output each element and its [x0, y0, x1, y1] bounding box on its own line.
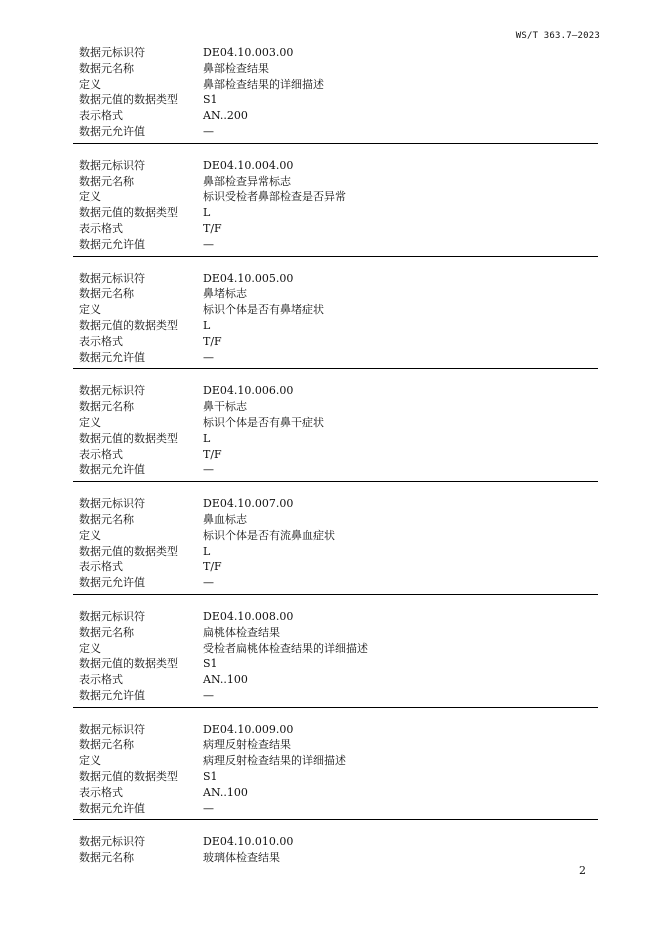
data-type-row [79, 656, 598, 672]
data-type-label: 数据元值的数据类型 [79, 544, 178, 558]
name-label: 数据元名称 [79, 625, 134, 639]
data-type-label: 数据元值的数据类型 [79, 770, 178, 784]
identifier-label: 数据元标识符 [79, 46, 145, 59]
definition-label: 定义 [79, 77, 101, 91]
identifier-row [79, 158, 598, 174]
data-element-list [73, 45, 598, 883]
definition-row [79, 528, 598, 544]
definition-value: 受检者扁桃体检查结果的详细描述 [203, 641, 368, 655]
name-row [79, 61, 598, 77]
data-type-value: S1 [203, 770, 218, 784]
format-row [79, 785, 598, 801]
data-type-label: 数据元值的数据类型 [79, 206, 178, 220]
identifier-value: DE04.10.010.00 [203, 835, 294, 849]
definition-row [79, 189, 598, 205]
allowed-values-label: 数据元允许值 [79, 124, 145, 138]
allowed-values-row [79, 462, 598, 478]
definition-row [79, 753, 598, 769]
allowed-values-value: — [203, 688, 214, 702]
format-row [79, 447, 598, 463]
format-row [79, 334, 598, 350]
page-number: 2 [579, 864, 586, 877]
allowed-values-label: 数据元允许值 [79, 463, 145, 477]
definition-row [79, 77, 598, 93]
name-row [79, 850, 598, 866]
identifier-row [79, 722, 598, 738]
data-type-row [79, 431, 598, 447]
name-label: 数据元名称 [79, 61, 134, 75]
definition-value: 标识受检者鼻部检查是否异常 [203, 190, 346, 204]
format-label: 表示格式 [79, 785, 123, 799]
name-label: 数据元名称 [79, 851, 134, 865]
identifier-value: DE04.10.005.00 [203, 271, 294, 285]
name-value: 玻璃体检查结果 [203, 851, 280, 865]
data-element-entry [73, 609, 598, 708]
data-element-entry [73, 383, 598, 482]
data-element-entry [73, 722, 598, 821]
format-row [79, 559, 598, 575]
definition-row [79, 302, 598, 318]
identifier-value: DE04.10.003.00 [203, 46, 294, 59]
name-value: 鼻部检查结果 [203, 61, 269, 75]
format-value: T/F [203, 334, 222, 348]
format-row [79, 221, 598, 237]
name-value: 扁桃体检查结果 [203, 625, 280, 639]
identifier-row [79, 271, 598, 287]
allowed-values-label: 数据元允许值 [79, 801, 145, 815]
allowed-values-row [79, 688, 598, 704]
identifier-value: DE04.10.006.00 [203, 384, 294, 398]
format-row [79, 672, 598, 688]
allowed-values-row [79, 124, 598, 140]
name-row [79, 512, 598, 528]
identifier-label: 数据元标识符 [79, 384, 145, 398]
allowed-values-row [79, 237, 598, 253]
name-label: 数据元名称 [79, 512, 134, 526]
identifier-label: 数据元标识符 [79, 835, 145, 849]
allowed-values-value: — [203, 463, 214, 477]
format-row [79, 108, 598, 124]
definition-label: 定义 [79, 303, 101, 317]
allowed-values-label: 数据元允许值 [79, 350, 145, 364]
definition-value: 病理反射检查结果的详细描述 [203, 754, 346, 768]
identifier-row [79, 496, 598, 512]
format-label: 表示格式 [79, 109, 123, 123]
data-element-entry [73, 271, 598, 370]
identifier-value: DE04.10.004.00 [203, 158, 294, 172]
standard-code-header: WS/T 363.7—2023 [515, 31, 600, 41]
name-value: 鼻堵标志 [203, 287, 247, 301]
name-row [79, 286, 598, 302]
data-type-value: S1 [203, 657, 218, 671]
data-type-label: 数据元值的数据类型 [79, 431, 178, 445]
definition-value: 标识个体是否有鼻干症状 [203, 415, 324, 429]
format-label: 表示格式 [79, 673, 123, 687]
allowed-values-value: — [203, 237, 214, 251]
identifier-label: 数据元标识符 [79, 609, 145, 623]
allowed-values-label: 数据元允许值 [79, 576, 145, 590]
definition-label: 定义 [79, 641, 101, 655]
name-label: 数据元名称 [79, 287, 134, 301]
identifier-label: 数据元标识符 [79, 158, 145, 172]
format-label: 表示格式 [79, 447, 123, 461]
data-element-entry [73, 45, 598, 144]
identifier-label: 数据元标识符 [79, 271, 145, 285]
allowed-values-label: 数据元允许值 [79, 237, 145, 251]
data-type-value: L [203, 206, 211, 220]
data-type-row [79, 769, 598, 785]
identifier-value: DE04.10.008.00 [203, 609, 294, 623]
format-value: T/F [203, 560, 222, 574]
data-type-row [79, 544, 598, 560]
allowed-values-value: — [203, 350, 214, 364]
format-value: T/F [203, 221, 222, 235]
data-type-value: L [203, 318, 211, 332]
identifier-value: DE04.10.007.00 [203, 497, 294, 511]
data-type-row [79, 205, 598, 221]
format-value: AN..100 [203, 785, 248, 799]
identifier-row [79, 383, 598, 399]
name-label: 数据元名称 [79, 174, 134, 188]
data-element-entry [73, 834, 598, 869]
name-label: 数据元名称 [79, 738, 134, 752]
data-type-value: L [203, 431, 211, 445]
data-type-label: 数据元值的数据类型 [79, 657, 178, 671]
definition-value: 鼻部检查结果的详细描述 [203, 77, 324, 91]
name-value: 病理反射检查结果 [203, 738, 291, 752]
identifier-row [79, 45, 598, 61]
format-label: 表示格式 [79, 334, 123, 348]
name-value: 鼻干标志 [203, 400, 247, 414]
name-label: 数据元名称 [79, 400, 134, 414]
name-row [79, 625, 598, 641]
allowed-values-value: — [203, 124, 214, 138]
identifier-value: DE04.10.009.00 [203, 722, 294, 736]
data-type-label: 数据元值的数据类型 [79, 318, 178, 332]
allowed-values-value: — [203, 801, 214, 815]
data-type-row [79, 92, 598, 108]
allowed-values-row [79, 350, 598, 366]
format-value: T/F [203, 447, 222, 461]
name-row [79, 399, 598, 415]
data-type-value: S1 [203, 93, 218, 107]
definition-label: 定义 [79, 754, 101, 768]
allowed-values-label: 数据元允许值 [79, 688, 145, 702]
data-type-row [79, 318, 598, 334]
definition-value: 标识个体是否有鼻堵症状 [203, 303, 324, 317]
format-label: 表示格式 [79, 560, 123, 574]
identifier-label: 数据元标识符 [79, 497, 145, 511]
format-label: 表示格式 [79, 221, 123, 235]
name-row [79, 174, 598, 190]
definition-row [79, 415, 598, 431]
identifier-row [79, 834, 598, 850]
format-value: AN..100 [203, 673, 248, 687]
definition-row [79, 641, 598, 657]
allowed-values-value: — [203, 576, 214, 590]
data-type-value: L [203, 544, 211, 558]
identifier-row [79, 609, 598, 625]
format-value: AN..200 [203, 109, 248, 123]
identifier-label: 数据元标识符 [79, 722, 145, 736]
name-value: 鼻血标志 [203, 512, 247, 526]
data-type-label: 数据元值的数据类型 [79, 93, 178, 107]
definition-label: 定义 [79, 528, 101, 542]
allowed-values-row [79, 801, 598, 817]
name-value: 鼻部检查异常标志 [203, 174, 291, 188]
data-element-entry [73, 158, 598, 257]
definition-value: 标识个体是否有流鼻血症状 [203, 528, 335, 542]
name-row [79, 737, 598, 753]
definition-label: 定义 [79, 415, 101, 429]
data-element-entry [73, 496, 598, 595]
allowed-values-row [79, 575, 598, 591]
definition-label: 定义 [79, 190, 101, 204]
